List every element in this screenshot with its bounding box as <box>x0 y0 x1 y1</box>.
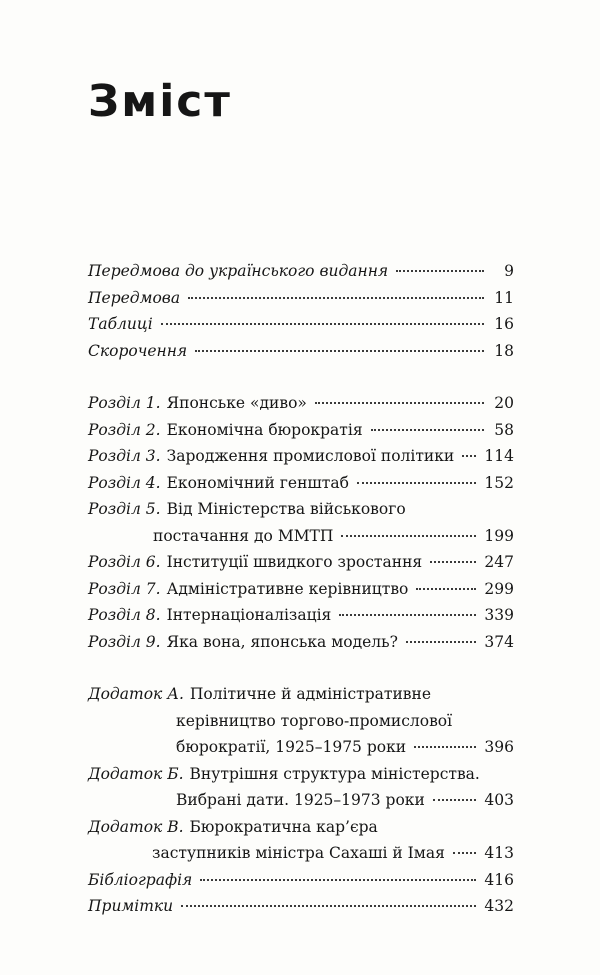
appendix-title-continued: Вибрані дати. 1925–1973 роки <box>176 791 425 809</box>
toc-entry-label: Скорочення <box>88 341 188 360</box>
toc-entry-label: Примітки <box>88 897 174 915</box>
dot-leader <box>462 455 476 457</box>
toc-entry-chapter-9[interactable] <box>88 633 514 660</box>
dot-leader <box>181 905 476 907</box>
dot-leader <box>161 323 484 325</box>
toc-entry-label: Передмова <box>88 288 181 307</box>
toc-entry-appendix-b[interactable] <box>88 765 514 792</box>
dot-leader <box>433 799 477 801</box>
chapter-prefix: Розділ 1. <box>88 394 161 412</box>
toc-page-number: 9 <box>504 262 514 280</box>
toc-page-number: 247 <box>484 553 514 571</box>
toc-page-number: 432 <box>484 897 514 915</box>
chapter-title: Зародження промислової політики <box>166 447 455 465</box>
appendix-title: Бюрократична кар’єра <box>189 817 378 836</box>
toc-page-number: 413 <box>484 844 514 862</box>
toc-page-number: 403 <box>484 791 514 809</box>
appendix-prefix: Додаток Б. <box>88 764 184 783</box>
toc-entry-chapter-3[interactable] <box>88 447 514 474</box>
chapter-prefix: Розділ 5. <box>88 500 161 518</box>
toc-entry-label: Передмова до українського видання <box>88 262 389 280</box>
dot-leader <box>341 535 476 537</box>
toc-entry-label: Таблиці <box>88 315 153 333</box>
chapter-prefix: Розділ 9. <box>88 632 161 651</box>
appendix-title: Внутрішня структура міністерства. <box>189 764 480 783</box>
toc-entry-abbreviations[interactable] <box>88 342 514 369</box>
page-title: Зміст <box>88 76 232 127</box>
toc-page-number: 58 <box>494 420 514 439</box>
chapter-title: Адміністративне керівництво <box>166 579 409 598</box>
chapter-title: Інституції швидкого зростання <box>166 553 423 571</box>
toc-entry-foreword[interactable] <box>88 289 514 316</box>
toc-entry-chapter-8[interactable] <box>88 606 514 633</box>
toc-entry-chapter-4[interactable] <box>88 474 514 501</box>
toc-entry-chapter-6[interactable] <box>88 553 514 580</box>
toc-page-number: 16 <box>494 315 514 333</box>
toc-page-number: 114 <box>484 447 514 465</box>
toc-page-number: 339 <box>484 606 514 624</box>
toc-entry-tables[interactable] <box>88 315 514 342</box>
dot-leader <box>339 614 476 616</box>
appendix-title-continued: заступників міністра Сахаші й Імая <box>152 844 445 862</box>
dot-leader <box>430 561 476 563</box>
section-gap <box>88 368 514 394</box>
toc-page-number: 11 <box>494 288 514 307</box>
toc-page-number: 374 <box>484 632 514 651</box>
chapter-title: Японське «диво» <box>166 394 307 412</box>
chapter-prefix: Розділ 6. <box>88 553 161 571</box>
section-gap <box>88 659 514 685</box>
appendix-prefix: Додаток В. <box>88 817 184 836</box>
dot-leader <box>200 879 476 881</box>
toc-page-number: 396 <box>484 738 514 756</box>
chapter-title: Інтернаціоналізація <box>166 606 332 624</box>
dot-leader <box>396 270 484 272</box>
toc-entry-chapter-5[interactable] <box>88 500 514 527</box>
chapter-prefix: Розділ 2. <box>88 420 161 439</box>
toc-entry-appendix-c[interactable] <box>88 818 514 845</box>
chapter-prefix: Розділ 3. <box>88 447 161 465</box>
dot-leader <box>195 350 484 352</box>
toc-page-number: 18 <box>494 341 514 360</box>
toc-entry-appendix-c-line-2[interactable] <box>88 844 514 871</box>
toc-entry-chapter-1[interactable] <box>88 394 514 421</box>
appendix-title: Політичне й адміністративне <box>189 685 432 703</box>
toc-page-number: 199 <box>484 526 514 545</box>
dot-leader <box>453 852 477 854</box>
toc-entry-appendix-b-line-2[interactable] <box>88 791 514 818</box>
chapter-title: Економічний генштаб <box>166 473 349 492</box>
chapter-prefix: Розділ 4. <box>88 473 161 492</box>
toc-entry-notes[interactable] <box>88 897 514 924</box>
dot-leader <box>414 746 476 748</box>
toc-entry-bibliography[interactable] <box>88 871 514 898</box>
appendix-title-continued: бюрократії, 1925–1975 роки <box>176 738 407 756</box>
dot-leader <box>357 482 476 484</box>
toc-entry-appendix-a-line-2[interactable] <box>88 712 514 739</box>
dot-leader <box>416 588 476 590</box>
table-of-contents <box>88 262 514 924</box>
appendix-prefix: Додаток А. <box>88 685 184 703</box>
toc-page-number: 152 <box>484 473 514 492</box>
toc-entry-label: Бібліографія <box>88 870 193 889</box>
toc-entry-chapter-5-continued[interactable] <box>88 527 514 554</box>
chapter-prefix: Розділ 8. <box>88 606 161 624</box>
toc-entry-foreword-ukrainian[interactable] <box>88 262 514 289</box>
chapter-title: Яка вона, японська модель? <box>166 632 398 651</box>
chapter-prefix: Розділ 7. <box>88 579 161 598</box>
toc-entry-chapter-2[interactable] <box>88 421 514 448</box>
chapter-title-continued: постачання до ММТП <box>153 526 334 545</box>
toc-page-number: 416 <box>484 870 514 889</box>
dot-leader <box>371 429 484 431</box>
chapter-title: Економічна бюрократія <box>166 420 363 439</box>
toc-entry-appendix-a-line-3[interactable] <box>88 738 514 765</box>
dot-leader <box>406 641 477 643</box>
dot-leader <box>315 402 484 404</box>
toc-entry-chapter-7[interactable] <box>88 580 514 607</box>
dot-leader <box>188 297 484 299</box>
toc-page-number: 20 <box>494 394 514 412</box>
toc-page-number: 299 <box>484 579 514 598</box>
appendix-title-continued: керівництво торгово-промислової <box>176 711 453 730</box>
chapter-title: Від Міністерства військового <box>166 500 406 518</box>
toc-entry-appendix-a[interactable] <box>88 685 514 712</box>
